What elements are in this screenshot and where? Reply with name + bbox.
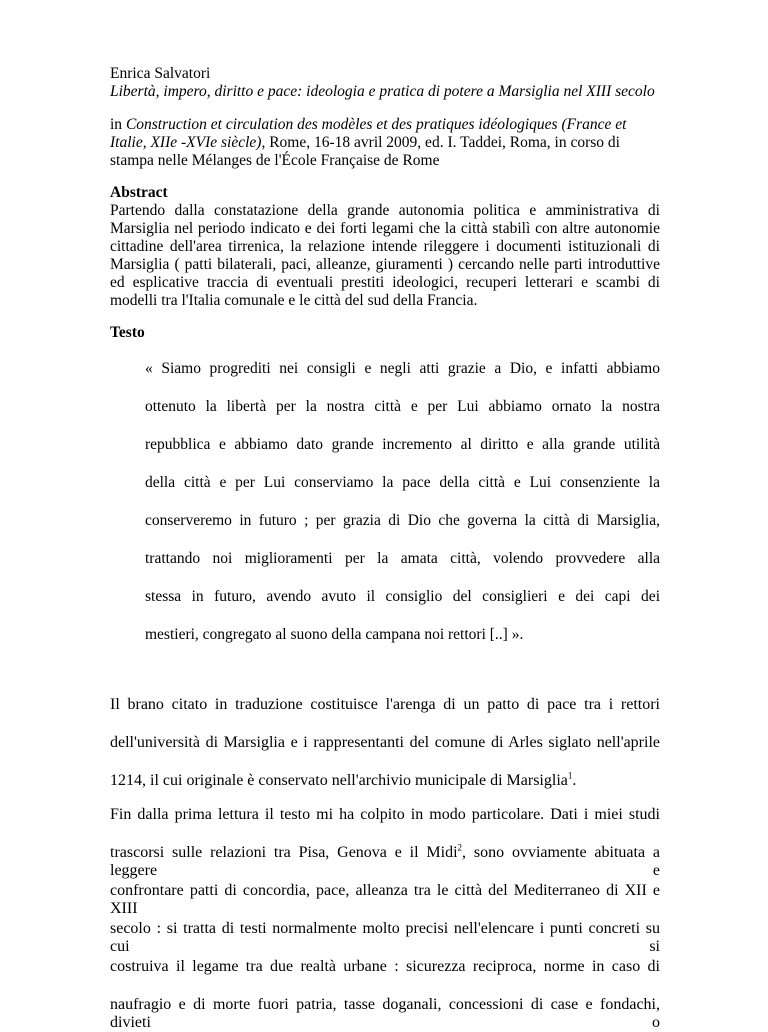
footnote-ref-1[interactable]: 1 (567, 770, 573, 781)
article-title: Libertà, impero, diritto e pace: ideologia e pratica di potere a Marsiglia nel XIII secolo (110, 83, 655, 100)
abstract-line: Partendo dalla constatazione della grande autonomia politica e amministrativa di (110, 202, 660, 219)
citation-line-2: Italie, XIIe -XVIe siècle), Rome, 16-18 avril 2009, ed. I. Taddei, Roma, in corso di (110, 134, 620, 151)
footnote-ref-2[interactable]: 2 (457, 842, 463, 853)
quote-line: « Siamo progrediti nei consigli e negli atti grazie a Dio, e infatti abbiamo (145, 360, 660, 377)
quote-line: ottenuto la libertà per la nostra città e per Lui abbiamo ornato la nostra (145, 398, 660, 415)
author: Enrica Salvatori (110, 65, 211, 82)
abstract-line: modelli tra l'Italia comunale e le città del sud della Francia. (110, 292, 478, 309)
testo-heading: Testo (110, 324, 145, 341)
abstract-line: cittadine dell'area tirrenica, la relazione intende rileggere i documenti istituzionali di (110, 238, 660, 255)
paragraph-line: confrontare patti di concordia, pace, alleanza tra le città del Mediterraneo di XII e XIII (110, 882, 660, 917)
citation-line-3: stampa nelle Mélanges de l'École Française de Rome (110, 152, 440, 169)
quote-line: della città e per Lui conserviamo la pace della città e Lui consenziente la (145, 474, 660, 491)
paragraph-line: dell'università di Marsiglia e i rappresentanti del comune di Arles siglato nell'aprile (110, 734, 660, 751)
paragraph-line: trascorsi sulle relazioni tra Pisa, Genova e il Midi$^2$, sono ovviamente abituata a leggere e (110, 842, 660, 879)
abstract-line: Marsiglia ( patti bilaterali, paci, alleanze, giuramenti ) cercando nelle parti introduttive (110, 256, 660, 273)
paragraph-line: Il brano citato in traduzione costituisce l'arenga di un patto di pace tra i rettori (110, 696, 660, 713)
paragraph-line: naufragio e di morte fuori patria, tasse doganali, concessioni di case e fondachi, divieti o (110, 996, 660, 1031)
quote-line: repubblica e abbiamo dato grande incremento al diritto e alla grande utilità (145, 436, 660, 453)
abstract-line: ed esplicative traccia di eventuali prestiti ideologici, recuperi letterari e scambi di (110, 274, 660, 291)
quote-line: conserveremo in futuro ; per grazia di Dio che governa la città di Marsiglia, (145, 512, 660, 529)
paragraph-line: 1214, il cui originale è conservato nell'archivio municipale di Marsiglia$^1$. (110, 770, 577, 789)
paragraph-line: costruiva il legame tra due realtà urbane : sicurezza reciproca, norme in caso di (110, 958, 660, 975)
quote-line: mestieri, congregato al suono della campana noi rettori [..] ». (145, 626, 524, 643)
quote-line: stessa in futuro, avendo avuto il consiglio del consiglieri e dei capi dei (145, 588, 660, 605)
paragraph-line: Fin dalla prima lettura il testo mi ha colpito in modo particolare. Dati i miei studi (110, 806, 660, 823)
abstract-line: Marsiglia nel periodo indicato e dei forti legami che la città stabilì con altre autonomie (110, 220, 660, 237)
quote-line: trattando noi miglioramenti per la amata città, volendo provvedere alla (145, 550, 660, 567)
abstract-heading: Abstract (110, 184, 168, 201)
paragraph-line: secolo : si tratta di testi normalmente molto precisi nell'elencare i punti concreti su cui si (110, 920, 660, 955)
citation-line-1: in Construction et circulation des modèles et des pratiques idéologiques (France et (110, 116, 627, 133)
